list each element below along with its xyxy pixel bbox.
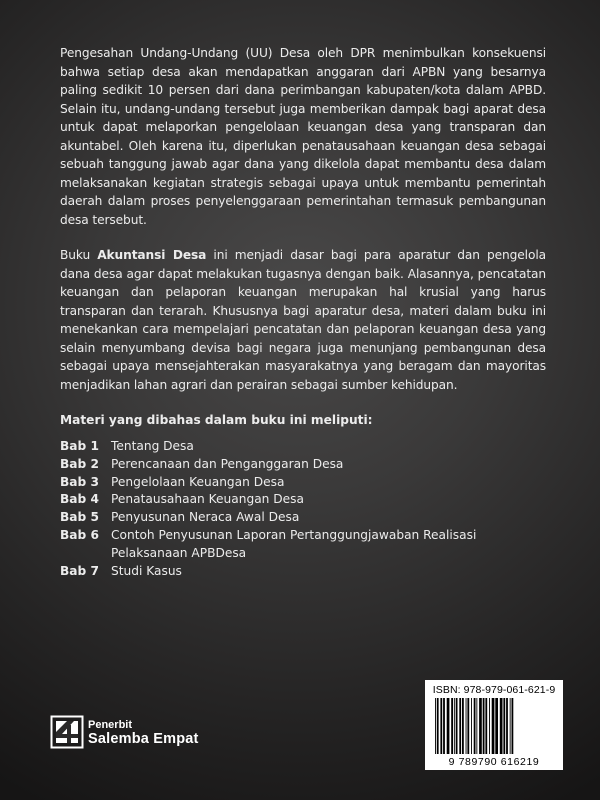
- chapter-number: Bab 1: [60, 439, 99, 453]
- contents-heading: Materi yang dibahas dalam buku ini meliputi:: [60, 413, 373, 427]
- description-paragraph-1: Pengesahan Undang-Undang (UU) Desa oleh DPR menimbulkan konsekuensi bahwa setiap desa akan mendapatkan anggaran dari APBN yang besarnya paling sedikit 10 persen dari dana perimbangan kabupaten/kota dalam APBD. Selain itu, undang-undang tersebut juga memberikan dampak bagi aparat desa untuk dapat melaporkan pengelolaan keuangan desa yang transparan dan akuntabel. Oleh karena itu, diperlukan penatausahaan keuangan desa sebagai sebuah tanggung jawab agar dana yang dikelola dapat membantu desa dalam melaksanakan kegiatan strategis sebagai upaya untuk membantu pemerintah daerah dalam proses penyelenggaraan pemerintahan termasuk pembangunan desa tersebut.: [60, 46, 546, 227]
- chapter-title: Contoh Penyusunan Laporan Pertanggungjawaban Realisasi Pelaksanaan APBDesa: [111, 527, 477, 560]
- chapter-item: [60, 509, 546, 527]
- barcode-bar: [443, 698, 445, 754]
- chapter-item: [60, 491, 546, 509]
- barcode-bar: [510, 698, 511, 754]
- chapter-number: Bab 7: [60, 563, 99, 578]
- chapter-item: [60, 563, 546, 581]
- chapter-number: Bab 6: [60, 527, 99, 542]
- chapter-item: [60, 474, 546, 492]
- description-paragraph-2: [60, 246, 546, 394]
- barcode-bar: [456, 698, 458, 754]
- chapter-title: Penyusunan Neraca Awal Desa: [111, 510, 300, 525]
- chapter-title: Studi Kasus: [111, 563, 182, 578]
- chapter-number: Bab 2: [60, 456, 99, 471]
- barcode-bar: [462, 698, 464, 754]
- chapter-list: [60, 438, 546, 580]
- publisher-name: [88, 718, 199, 746]
- barcode-bar: [489, 698, 490, 754]
- barcode-digits: 9 789790 616219: [448, 756, 540, 768]
- paragraph-2-intro: Buku: [60, 248, 98, 262]
- barcode-bar: [454, 698, 455, 754]
- barcode-bar: [476, 698, 477, 754]
- barcode-bar: [459, 698, 461, 754]
- chapter-item: [60, 438, 546, 456]
- barcode-bar: [503, 698, 505, 754]
- isbn-label: ISBN: 978-979-061-621-9: [432, 684, 556, 696]
- paragraph-2-rest: ini menjadi dasar bagi para aparatur dan pengelola dana desa agar dapat melakukan tugasnya dengan baik. Alasannya, pencatatan keuangan dan pelaporan keuangan merupakan hal krusial yang harus transparan dan terarah. Khususnya bagi aparatur desa, materi dalam buku ini menekankan cara mempelajari pencatatan dan pelaporan keuangan desa yang selain menyumbang devisa bagi negara juga menunjang pembangunan desa sebagai upaya mensejahterakan masyarakatnya yang beragam dan mayoritas menjadikan lahan agrari dan perairan sebagai sumber kehidupan.: [60, 248, 546, 392]
- barcode-bar: [451, 698, 453, 754]
- publisher-block: [50, 715, 199, 749]
- chapter-number: Bab 5: [60, 510, 99, 525]
- isbn-barcode-box: [425, 680, 563, 770]
- barcode-bar: [437, 698, 439, 754]
- barcode-bar: [483, 698, 485, 754]
- chapter-title: Perencanaan dan Penganggaran Desa: [111, 456, 344, 471]
- barcode-bar: [495, 698, 498, 754]
- barcode-bar: [500, 698, 503, 754]
- barcode-bar: [485, 698, 487, 754]
- barcode-bar: [506, 698, 508, 754]
- barcode-bar: [492, 698, 495, 754]
- barcode-bar: [471, 698, 472, 754]
- chapter-item: [60, 527, 546, 563]
- back-cover-text: [60, 44, 546, 580]
- barcode-bar: [435, 698, 436, 754]
- barcode-bar: [440, 698, 442, 754]
- chapter-number: Bab 4: [60, 492, 99, 507]
- barcode-bar: [467, 698, 469, 754]
- publisher-label: Penerbit: [88, 719, 133, 731]
- book-title: Akuntansi Desa: [97, 248, 207, 262]
- barcode-bar: [466, 698, 467, 754]
- chapter-title: Penatausahaan Keuangan Desa: [111, 492, 304, 507]
- barcode-icon: [433, 698, 555, 754]
- barcode-bar: [512, 698, 514, 754]
- barcode-bar: [474, 698, 476, 754]
- barcode-bar: [447, 698, 450, 754]
- salemba-empat-logo-icon: [50, 715, 84, 749]
- chapter-title: Pengelolaan Keuangan Desa: [111, 474, 285, 489]
- publisher-brand: Salemba Empat: [88, 731, 199, 747]
- barcode-bar: [479, 698, 482, 754]
- chapter-title: Tentang Desa: [111, 439, 194, 453]
- chapter-item: [60, 456, 546, 474]
- chapter-number: Bab 3: [60, 474, 99, 489]
